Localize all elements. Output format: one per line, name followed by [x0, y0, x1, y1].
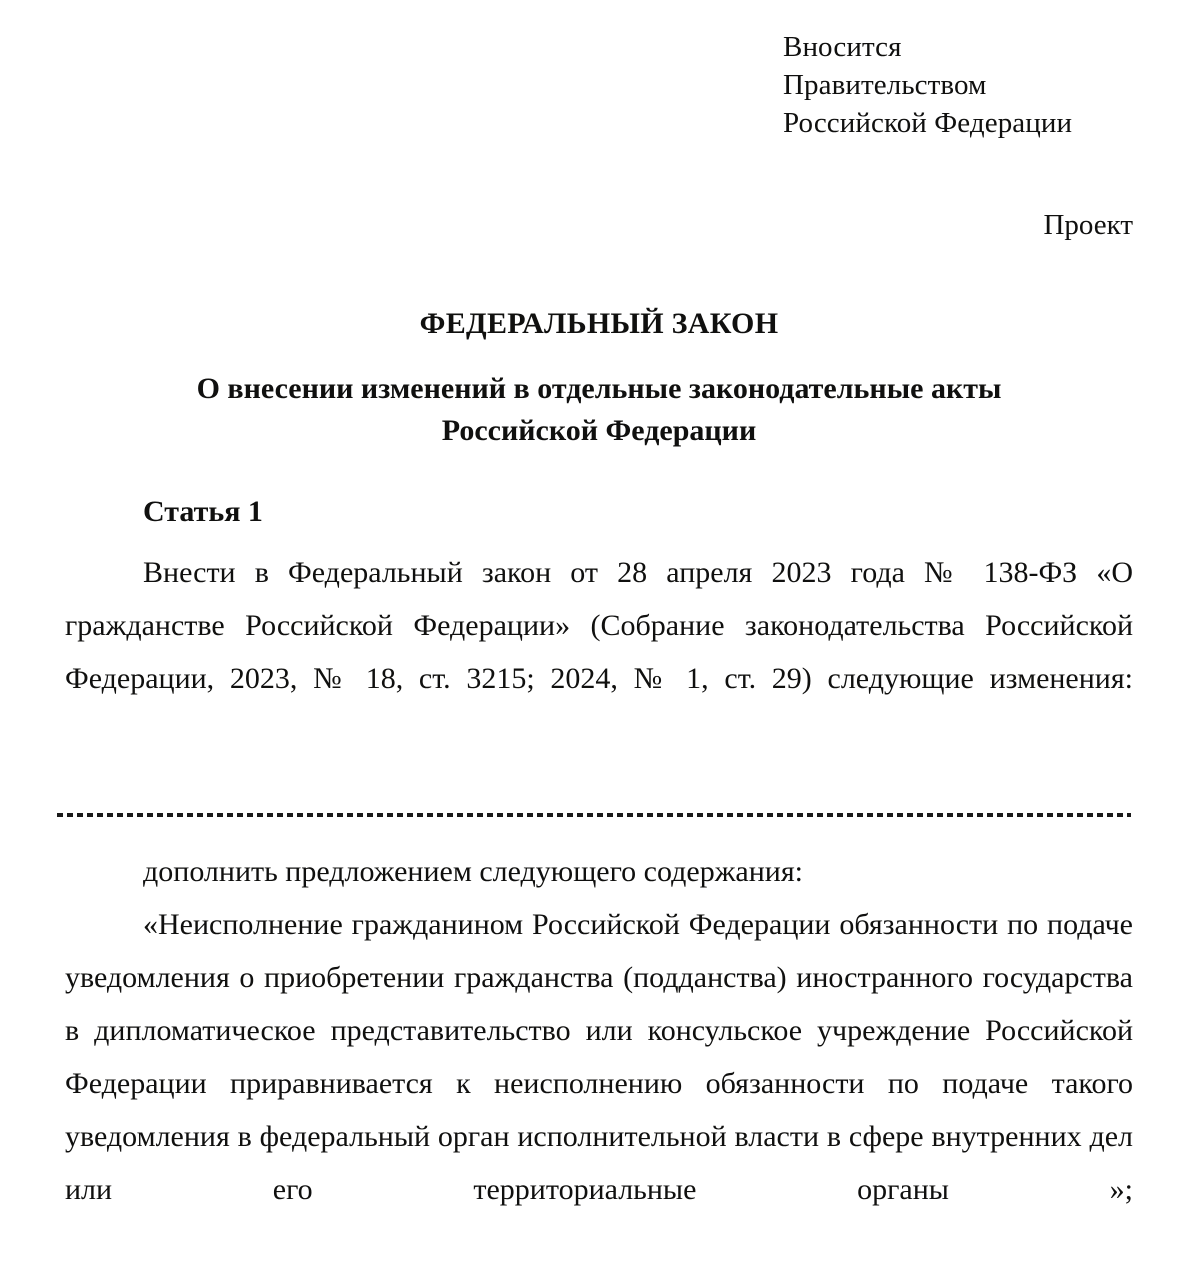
submitter-line-2: Правительством	[783, 69, 987, 101]
submitter-line-1: Вносится	[783, 31, 902, 63]
dashed-separator	[57, 813, 1131, 817]
page-title: ФЕДЕРАЛЬНЫЙ ЗАКОН	[419, 307, 779, 340]
article-heading: Статья 1	[143, 495, 263, 528]
document-subtitle	[65, 368, 1133, 452]
draft-mark: Проект	[1043, 209, 1133, 241]
document-subtitle-line-1: О внесении изменений в отдельные законодательные акты	[196, 372, 1002, 405]
amendment-lead-in-paragraph: дополнить предложением следующего содержания:	[143, 855, 803, 888]
submitter-block	[783, 28, 1183, 142]
article-intro-paragraph: Внести в Федеральный закон от 28 апреля 2023 года № 138-ФЗ «О гражданстве Российской Федерации» (Собрание законодательства Российской Федерации, 2023, № 18, ст. 3215; 2024, № 1, ст. 29) следующие изменения:	[65, 556, 1133, 695]
amendment-quoted-paragraph: «Неисполнение гражданином Российской Федерации обязанности по подаче уведомления о приобретении гражданства (подданства) иностранного государства в дипломатическое представительство или консульское учреждение Российской Федерации приравнивается к неисполнению обязанности по подаче такого уведомления в федеральный орган исполнительной власти в сфере внутренних дел или его территориальные органы »;	[65, 908, 1133, 1206]
submitter-line-3: Российской Федерации	[783, 107, 1073, 139]
document-subtitle-line-2: Российской Федерации	[441, 414, 757, 447]
